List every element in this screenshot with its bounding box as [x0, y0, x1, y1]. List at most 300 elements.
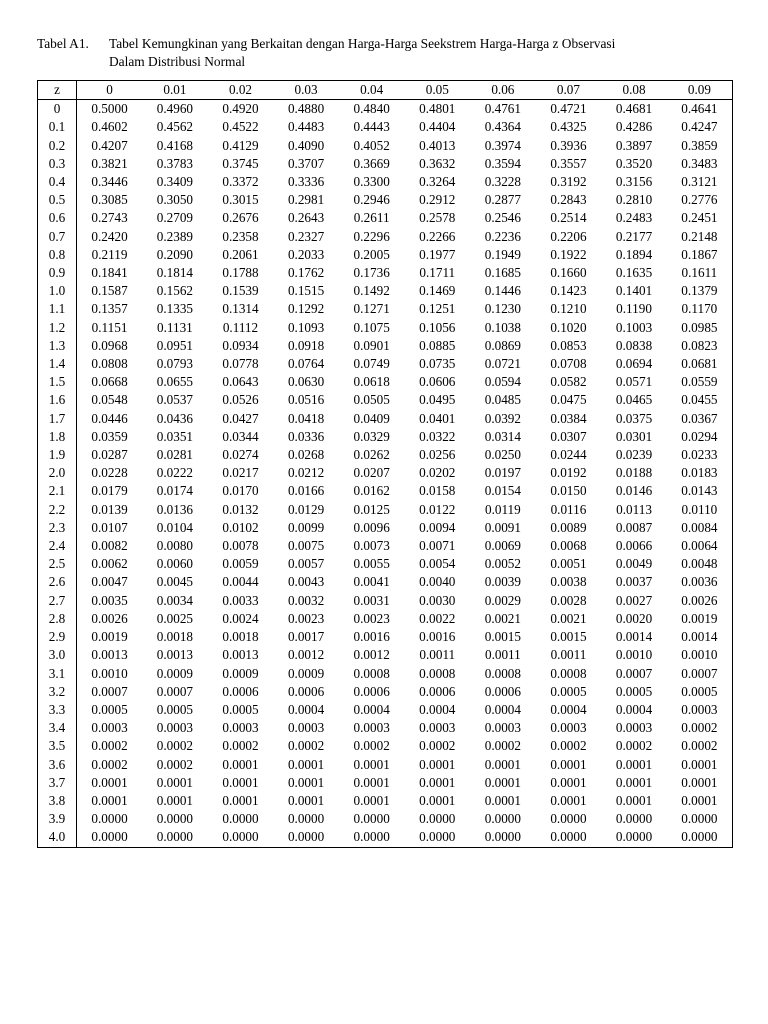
probability-cell: 0.0329: [353, 428, 390, 444]
probability-cell: 0.0197: [484, 465, 521, 481]
caption-subtitle: Dalam Distribusi Normal: [109, 54, 246, 69]
table-row: [38, 209, 733, 227]
probability-cell: 0.1335: [156, 301, 194, 317]
probability-cell: 0.3897: [615, 137, 653, 153]
probability-cell: 0.0005: [615, 683, 653, 699]
table-row: [38, 428, 733, 446]
probability-cell: 0.0002: [681, 738, 718, 754]
probability-cell: 0.1587: [91, 283, 128, 299]
z-value-cell: 3.4: [38, 719, 77, 737]
probability-cell: 0.1562: [156, 283, 194, 299]
probability-cell: 0.3707: [287, 155, 325, 171]
probability-cell: 0.0001: [484, 792, 521, 808]
probability-cell: 0.0001: [287, 756, 325, 772]
probability-cell: 0.0001: [615, 792, 653, 808]
z-value-cell: 1.8: [38, 428, 77, 446]
probability-cell: 0.0359: [91, 428, 128, 444]
probability-cell: 0.3409: [156, 174, 194, 190]
probability-cell: 0.2033: [287, 246, 325, 262]
probability-cell: 0.0003: [287, 720, 325, 736]
z-value-cell: 3.5: [38, 737, 77, 755]
probability-cell: 0.0002: [91, 756, 128, 772]
probability-cell: 0.0013: [91, 647, 128, 663]
header-cell: 0.01: [142, 81, 208, 100]
probability-cell: 0.0808: [91, 356, 128, 372]
probability-cell: 0.0006: [222, 683, 259, 699]
table-row: [38, 118, 733, 136]
probability-cell: 0.0274: [222, 447, 259, 463]
z-value-cell: 0.8: [38, 246, 77, 264]
probability-cell: 0.0000: [550, 811, 587, 827]
probability-cell: 0.1292: [287, 301, 325, 317]
z-value-cell: 2.9: [38, 628, 77, 646]
z-value-cell: 1.6: [38, 391, 77, 409]
probability-cell: 0.0064: [681, 538, 718, 554]
probability-cell: 0.0183: [681, 465, 718, 481]
probability-cell: 0.0102: [222, 519, 259, 535]
probability-cell: 0.0158: [419, 483, 456, 499]
probability-cell: 0.1736: [353, 265, 390, 281]
probability-cell: 0.3156: [615, 174, 653, 190]
probability-cell: 0.0002: [287, 738, 325, 754]
z-value-cell: 3.1: [38, 665, 77, 683]
probability-cell: 0.1492: [353, 283, 390, 299]
probability-cell: 0.4681: [615, 101, 653, 117]
probability-cell: 0.0001: [222, 774, 259, 790]
probability-cell: 0.0708: [550, 356, 587, 372]
probability-cell: 0.0059: [222, 556, 259, 572]
probability-cell: 0.0009: [222, 665, 259, 681]
probability-cell: 0.0007: [615, 665, 653, 681]
z-value-cell: 0.7: [38, 228, 77, 246]
probability-cell: 0.4364: [484, 119, 521, 135]
probability-cell: 0.2578: [419, 210, 456, 226]
probability-cell: 0.0011: [550, 647, 587, 663]
table-row: [38, 173, 733, 191]
probability-cell: 0.4090: [287, 137, 325, 153]
probability-cell: 0.2358: [222, 228, 259, 244]
probability-cell: 0.0000: [156, 829, 194, 845]
probability-cell: 0.0001: [222, 756, 259, 772]
header-cell: 0.07: [536, 81, 602, 100]
probability-cell: 0.0004: [615, 701, 653, 717]
table-row: [38, 501, 733, 519]
probability-cell: 0.0001: [615, 756, 653, 772]
table-row: [38, 100, 733, 119]
probability-cell: 0.0068: [550, 538, 587, 554]
z-value-cell: 2.1: [38, 482, 77, 500]
probability-cell: 0.2643: [287, 210, 325, 226]
z-value-cell: 2.0: [38, 464, 77, 482]
probability-cell: 0.0116: [550, 501, 587, 517]
z-value-cell: 3.6: [38, 756, 77, 774]
probability-cell: 0.0571: [615, 374, 653, 390]
probability-cell: 0.0008: [484, 665, 521, 681]
probability-cell: 0.0001: [681, 756, 718, 772]
z-value-cell: 3.3: [38, 701, 77, 719]
z-value-cell: 2.7: [38, 592, 77, 610]
header-cell: 0.04: [339, 81, 405, 100]
probability-cell: 0.0643: [222, 374, 259, 390]
probability-cell: 0.4404: [419, 119, 456, 135]
z-value-cell: 0.6: [38, 209, 77, 227]
probability-cell: 0.0000: [681, 829, 718, 845]
probability-cell: 0.2090: [156, 246, 194, 262]
probability-cell: 0.3669: [353, 155, 390, 171]
probability-cell: 0.1977: [419, 246, 456, 262]
probability-cell: 0.3745: [222, 155, 259, 171]
probability-cell: 0.0548: [91, 392, 128, 408]
probability-cell: 0.0668: [91, 374, 128, 390]
probability-cell: 0.0075: [287, 538, 325, 554]
probability-cell: 0.0016: [353, 629, 390, 645]
probability-cell: 0.0001: [484, 774, 521, 790]
probability-cell: 0.1230: [484, 301, 521, 317]
probability-cell: 0.0002: [681, 720, 718, 736]
probability-cell: 0.0049: [615, 556, 653, 572]
probability-cell: 0.4483: [287, 119, 325, 135]
table-caption: [37, 35, 615, 71]
probability-cell: 0.3446: [91, 174, 128, 190]
probability-cell: 0.2451: [681, 210, 718, 226]
probability-cell: 0.1469: [419, 283, 456, 299]
probability-cell: 0.4052: [353, 137, 390, 153]
probability-cell: 0.0694: [615, 356, 653, 372]
probability-cell: 0.0026: [681, 592, 718, 608]
z-value-cell: 1.9: [38, 446, 77, 464]
probability-cell: 0.0032: [287, 592, 325, 608]
z-value-cell: 0: [38, 100, 77, 119]
probability-cell: 0.0003: [353, 720, 390, 736]
probability-cell: 0.4920: [222, 101, 259, 117]
probability-cell: 0.0001: [156, 774, 194, 790]
probability-cell: 0.0455: [681, 392, 718, 408]
table-row: [38, 828, 733, 847]
probability-cell: 0.0000: [484, 811, 521, 827]
probability-cell: 0.1093: [287, 319, 325, 335]
probability-cell: 0.2327: [287, 228, 325, 244]
probability-cell: 0.1685: [484, 265, 521, 281]
probability-cell: 0.1515: [287, 283, 325, 299]
probability-cell: 0.0001: [550, 792, 587, 808]
probability-cell: 0.1867: [681, 246, 718, 262]
table-row: [38, 774, 733, 792]
probability-cell: 0.2776: [681, 192, 718, 208]
probability-cell: 0.0010: [91, 665, 128, 681]
probability-cell: 0.0287: [91, 447, 128, 463]
probability-cell: 0.0294: [681, 428, 718, 444]
probability-cell: 0.2236: [484, 228, 521, 244]
probability-cell: 0.1131: [157, 319, 193, 335]
probability-cell: 0.0001: [156, 792, 194, 808]
table-row: [38, 628, 733, 646]
table-row: [38, 391, 733, 409]
probability-cell: 0.0001: [353, 756, 390, 772]
probability-cell: 0.0000: [222, 829, 259, 845]
probability-cell: 0.0021: [484, 610, 521, 626]
z-value-cell: 1.7: [38, 410, 77, 428]
probability-cell: 0.0021: [550, 610, 587, 626]
probability-cell: 0.0119: [484, 501, 521, 517]
table-header: [38, 81, 733, 100]
probability-cell: 0.0045: [156, 574, 194, 590]
probability-cell: 0.1814: [156, 265, 194, 281]
probability-cell: 0.0951: [156, 337, 194, 353]
probability-cell: 0.1788: [222, 265, 259, 281]
probability-cell: 0.0401: [419, 410, 456, 426]
table-row: [38, 482, 733, 500]
z-value-cell: 2.8: [38, 610, 77, 628]
probability-cell: 0.0054: [419, 556, 456, 572]
header-row: [38, 81, 733, 100]
probability-cell: 0.0014: [615, 629, 653, 645]
probability-cell: 0.1271: [353, 301, 390, 317]
probability-cell: 0.0367: [681, 410, 718, 426]
probability-cell: 0.0136: [156, 501, 194, 517]
probability-cell: 0.0057: [287, 556, 325, 572]
probability-cell: 0.2877: [484, 192, 521, 208]
probability-cell: 0.1894: [615, 246, 653, 262]
table-row: [38, 264, 733, 282]
table-row: [38, 756, 733, 774]
caption-label: Tabel A1.: [37, 36, 89, 51]
probability-cell: 0.0066: [615, 538, 653, 554]
probability-cell: 0.1020: [550, 319, 587, 335]
z-value-cell: 4.0: [38, 828, 77, 847]
z-value-cell: 3.8: [38, 792, 77, 810]
probability-cell: 0.0154: [484, 483, 521, 499]
probability-cell: 0.1949: [484, 246, 521, 262]
probability-cell: 0.2206: [550, 228, 587, 244]
probability-cell: 0.0018: [156, 629, 194, 645]
table-row: [38, 810, 733, 828]
table-row: [38, 537, 733, 555]
probability-cell: 0.0001: [419, 756, 456, 772]
z-value-cell: 1.1: [38, 300, 77, 318]
probability-cell: 0.0015: [550, 629, 587, 645]
header-cell: 0.02: [208, 81, 274, 100]
probability-cell: 0.0418: [287, 410, 325, 426]
table-row: [38, 446, 733, 464]
probability-cell: 0.2005: [353, 246, 390, 262]
probability-cell: 0.1635: [615, 265, 653, 281]
probability-cell: 0.0823: [681, 337, 718, 353]
probability-cell: 0.0749: [353, 356, 390, 372]
z-value-cell: 0.9: [38, 264, 77, 282]
probability-cell: 0.3372: [222, 174, 259, 190]
table-row: [38, 610, 733, 628]
probability-cell: 0.0384: [550, 410, 587, 426]
probability-cell: 0.0392: [484, 410, 521, 426]
probability-cell: 0.0681: [681, 356, 718, 372]
probability-cell: 0.0004: [550, 701, 587, 717]
probability-cell: 0.3557: [550, 155, 587, 171]
probability-cell: 0.0002: [550, 738, 587, 754]
table-row: [38, 592, 733, 610]
probability-cell: 0.0012: [287, 647, 325, 663]
probability-cell: 0.0037: [615, 574, 653, 590]
probability-cell: 0.0655: [156, 374, 194, 390]
table-row: [38, 701, 733, 719]
probability-cell: 0.0005: [681, 683, 718, 699]
probability-cell: 0.4443: [353, 119, 390, 135]
table-row: [38, 319, 733, 337]
probability-cell: 0.0027: [615, 592, 653, 608]
probability-cell: 0.0022: [419, 610, 456, 626]
probability-cell: 0.0010: [615, 647, 653, 663]
probability-cell: 0.1190: [616, 301, 652, 317]
table-row: [38, 519, 733, 537]
probability-cell: 0.0409: [353, 410, 390, 426]
probability-cell: 0.0475: [550, 392, 587, 408]
probability-cell: 0.0005: [222, 701, 259, 717]
table-row: [38, 410, 733, 428]
probability-cell: 0.0228: [91, 465, 128, 481]
probability-cell: 0.0002: [419, 738, 456, 754]
caption-line-1: [37, 35, 615, 53]
probability-cell: 0.0003: [156, 720, 194, 736]
probability-cell: 0.0003: [419, 720, 456, 736]
z-value-cell: 0.1: [38, 118, 77, 136]
table-row: [38, 282, 733, 300]
probability-cell: 0.0035: [91, 592, 128, 608]
z-value-cell: 3.9: [38, 810, 77, 828]
probability-cell: 0.0044: [222, 574, 259, 590]
probability-cell: 0.0869: [484, 337, 521, 353]
probability-cell: 0.0934: [222, 337, 259, 353]
probability-cell: 0.4286: [615, 119, 653, 135]
probability-cell: 0.0301: [615, 428, 653, 444]
probability-cell: 0.3264: [419, 174, 456, 190]
probability-cell: 0.0793: [156, 356, 194, 372]
probability-cell: 0.0002: [222, 738, 259, 754]
probability-cell: 0.0055: [353, 556, 390, 572]
probability-cell: 0.2743: [91, 210, 128, 226]
probability-cell: 0.1314: [222, 301, 259, 317]
probability-cell: 0.0322: [419, 428, 456, 444]
probability-cell: 0.0000: [156, 811, 194, 827]
probability-cell: 0.0262: [353, 447, 390, 463]
probability-cell: 0.0006: [419, 683, 456, 699]
probability-cell: 0.0096: [353, 519, 390, 535]
probability-cell: 0.0001: [550, 756, 587, 772]
header-cell: 0.08: [601, 81, 667, 100]
probability-cell: 0.3974: [484, 137, 521, 153]
table-row: [38, 737, 733, 755]
probability-cell: 0.0099: [287, 519, 325, 535]
probability-cell: 0.4761: [484, 101, 521, 117]
probability-cell: 0.4013: [419, 137, 456, 153]
probability-cell: 0.3859: [681, 137, 718, 153]
probability-cell: 0.2611: [353, 210, 390, 226]
probability-cell: 0.0078: [222, 538, 259, 554]
probability-cell: 0.0005: [156, 701, 194, 717]
probability-cell: 0.2483: [615, 210, 653, 226]
probability-cell: 0.0162: [353, 483, 390, 499]
table-row: [38, 646, 733, 664]
probability-cell: 0.0003: [91, 720, 128, 736]
probability-cell: 0.0885: [419, 337, 456, 353]
probability-cell: 0.4641: [681, 101, 718, 117]
probability-cell: 0.0002: [91, 738, 128, 754]
header-cell: 0.03: [273, 81, 339, 100]
probability-cell: 0.0000: [222, 811, 259, 827]
table-row: [38, 665, 733, 683]
probability-cell: 0.0968: [91, 337, 128, 353]
probability-cell: 0.2676: [222, 210, 259, 226]
probability-cell: 0.0026: [91, 610, 128, 626]
probability-cell: 0.0019: [681, 610, 718, 626]
probability-cell: 0.2296: [353, 228, 390, 244]
z-value-cell: 1.4: [38, 355, 77, 373]
probability-cell: 0.0537: [156, 392, 194, 408]
probability-cell: 0.0041: [353, 574, 390, 590]
z-value-cell: 0.2: [38, 137, 77, 155]
probability-cell: 0.0000: [419, 829, 456, 845]
probability-cell: 0.3632: [419, 155, 456, 171]
probability-cell: 0.0000: [550, 829, 587, 845]
probability-cell: 0.0146: [615, 483, 653, 499]
probability-cell: 0.0594: [484, 374, 521, 390]
probability-cell: 0.4247: [681, 119, 718, 135]
probability-cell: 0.0000: [615, 811, 653, 827]
probability-cell: 0.3821: [91, 155, 128, 171]
table-row: [38, 719, 733, 737]
z-value-cell: 3.0: [38, 646, 77, 664]
probability-cell: 0.1660: [550, 265, 587, 281]
table-row: [38, 191, 733, 209]
probability-cell: 0.4522: [222, 119, 259, 135]
probability-cell: 0.0001: [419, 792, 456, 808]
probability-cell: 0.0281: [156, 447, 194, 463]
probability-cell: 0.0268: [287, 447, 325, 463]
probability-cell: 0.0038: [550, 574, 587, 590]
probability-cell: 0.0222: [156, 465, 194, 481]
probability-cell: 0.0778: [222, 356, 259, 372]
probability-cell: 0.0606: [419, 374, 456, 390]
probability-cell: 0.0007: [91, 683, 128, 699]
probability-cell: 0.0446: [91, 410, 128, 426]
probability-cell: 0.4168: [156, 137, 194, 153]
probability-cell: 0.0202: [419, 465, 456, 481]
probability-cell: 0.0031: [353, 592, 390, 608]
probability-cell: 0.0040: [419, 574, 456, 590]
probability-cell: 0.0256: [419, 447, 456, 463]
probability-cell: 0.0091: [484, 519, 521, 535]
probability-cell: 0.2546: [484, 210, 521, 226]
probability-cell: 0.3050: [156, 192, 194, 208]
probability-cell: 0.0000: [484, 829, 521, 845]
probability-cell: 0.2709: [156, 210, 194, 226]
probability-cell: 0.0012: [353, 647, 390, 663]
header-cell: 0: [77, 81, 143, 100]
probability-cell: 0.0004: [287, 701, 325, 717]
probability-cell: 0.0427: [222, 410, 259, 426]
probability-cell: 0.3783: [156, 155, 194, 171]
probability-cell: 0.0000: [91, 829, 128, 845]
probability-cell: 0.2061: [222, 246, 259, 262]
probability-cell: 0.1210: [550, 301, 587, 317]
probability-cell: 0.2389: [156, 228, 194, 244]
probability-cell: 0.0143: [681, 483, 718, 499]
probability-cell: 0.0495: [419, 392, 456, 408]
probability-cell: 0.0465: [615, 392, 653, 408]
probability-cell: 0.0000: [615, 829, 653, 845]
probability-cell: 0.0113: [616, 501, 652, 517]
caption-line-2: [37, 53, 615, 71]
table-row: [38, 355, 733, 373]
probability-cell: 0.4207: [91, 137, 128, 153]
